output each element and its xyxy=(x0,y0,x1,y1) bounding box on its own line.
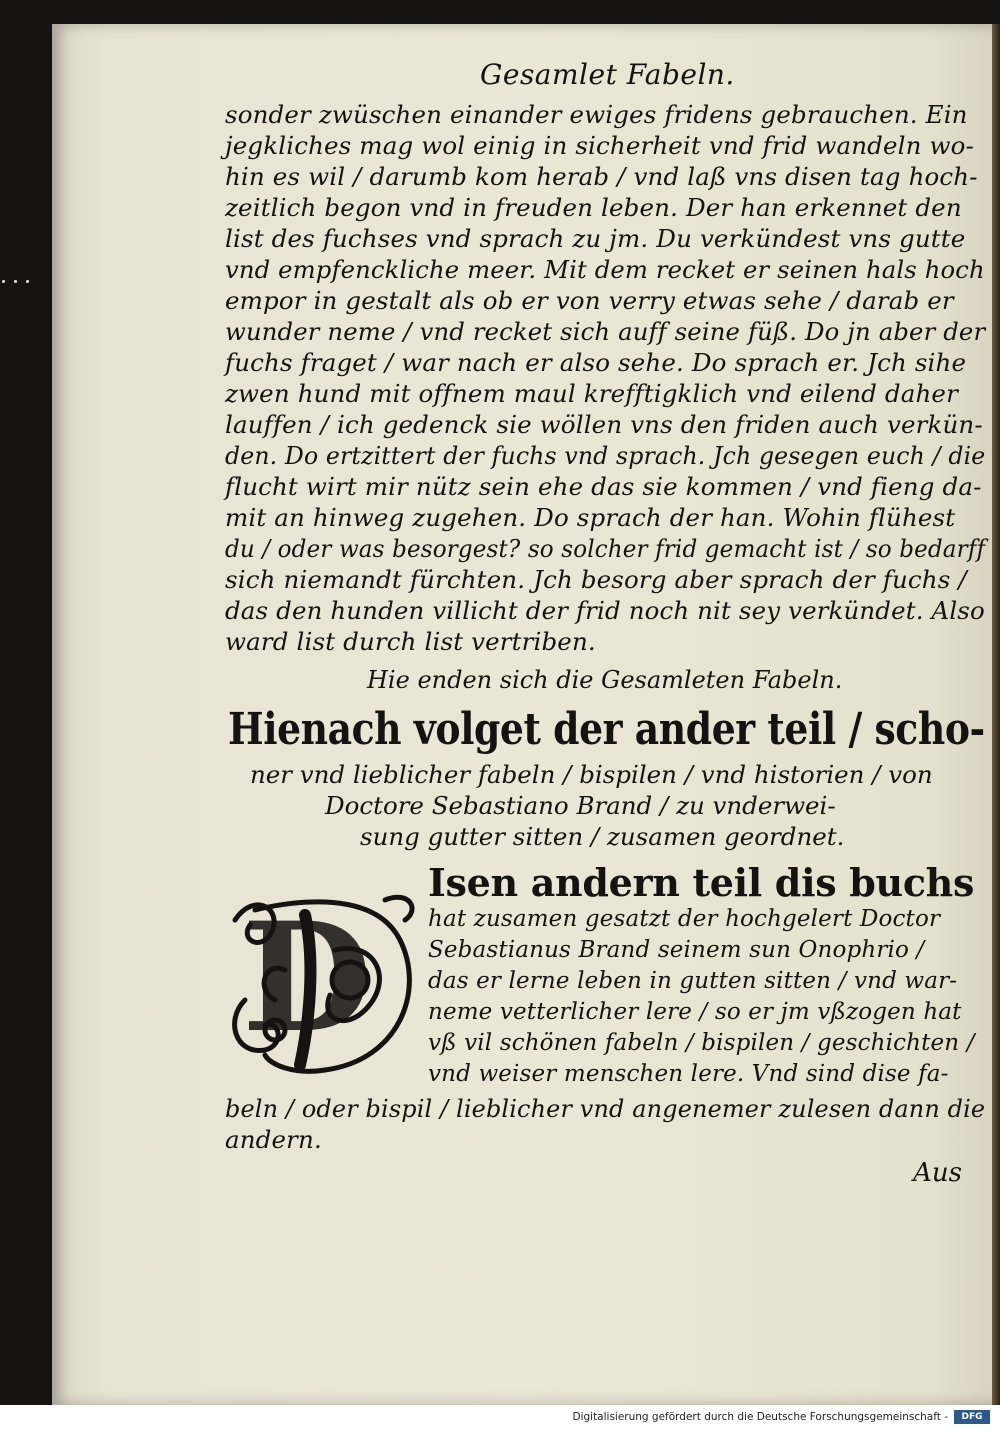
body-line: sonder zwüschen einander ewiges fridens gebrauchen. Ein xyxy=(225,100,968,129)
body-line: zeitlich begon vnd in freuden leben. Der han erkennet den xyxy=(225,193,962,222)
body-line: das den hunden villicht der frid noch nit sey verkündet. Also xyxy=(225,596,985,625)
section-subheading-line: sung gutter sitten / zusamen geordnet. xyxy=(360,822,845,851)
body-line: den. Do ertzittert der fuchs vnd sprach. Jch gesegen euch / die xyxy=(225,441,986,470)
body-line: vnd empfenckliche meer. Mit dem recket er seinen hals hoch xyxy=(225,255,985,284)
running-head: Gesamlet Fabeln. xyxy=(480,58,735,91)
intro-line: andern. xyxy=(225,1125,322,1154)
body-line: sich niemandt fürchten. Jch besorg aber sprach der fuchs / xyxy=(225,565,967,594)
footer-bar xyxy=(0,1405,1000,1430)
initial-letter: D xyxy=(241,890,373,1066)
intro-line: hat zusamen gesatzt der hochgelert Doctor xyxy=(428,906,941,932)
intro-first-line: Isen andern teil dis buchs xyxy=(428,860,975,905)
body-line: list des fuchses vnd sprach zu jm. Du verkündest vns gutte xyxy=(225,224,966,253)
body-line: ward list durch list vertriben. xyxy=(225,627,596,656)
intro-line: beln / oder bispil / lieblicher vnd angenemer zulesen dann die xyxy=(225,1094,986,1123)
decorated-initial-d xyxy=(225,880,425,1080)
body-line: flucht wirt mir nütz sein ehe das sie kommen / vnd fieng da- xyxy=(225,472,982,501)
closing-line: Hie enden sich die Gesamleten Fabeln. xyxy=(367,666,843,694)
body-line: mit an hinweg zugehen. Do sprach der han. Wohin flühest xyxy=(225,503,956,532)
binding-marks xyxy=(2,268,42,274)
section-subheading-line: Doctore Sebastiano Brand / zu vnderwei- xyxy=(325,791,836,820)
body-line: du / oder was besorgest? so solcher frid gemacht ist / so bedarff xyxy=(225,534,986,563)
funding-notice: Digitalisierung gefördert durch die Deutsche Forschungsgemeinschaft - xyxy=(572,1411,948,1423)
intro-line: Sebastianus Brand seinem sun Onophrio / xyxy=(428,937,925,963)
body-line: hin es wil / darumb kom herab / vnd laß vns disen tag hoch- xyxy=(225,162,978,191)
intro-line: neme vetterlicher lere / so er jm vßzogen hat xyxy=(428,999,962,1025)
body-line: empor in gestalt als ob er von verry etwas sehe / darab er xyxy=(225,286,954,315)
intro-line: das er lerne leben in gutten sitten / vnd war- xyxy=(428,968,958,994)
intro-line: vß vil schönen fabeln / bispilen / geschichten / xyxy=(428,1030,975,1056)
section-subheading-line: ner vnd lieblicher fabeln / bispilen / vnd historien / von xyxy=(250,760,933,789)
page-edge xyxy=(992,24,1000,1405)
section-heading: Hienach volget der ander teil / scho- xyxy=(228,704,985,755)
body-line: fuchs fraget / war nach er also sehe. Do sprach er. Jch sihe xyxy=(225,348,967,377)
body-line: wunder neme / vnd recket sich auff seine füß. Do jn aber der xyxy=(225,317,986,346)
body-line: jegkliches mag wol einig in sicherheit vnd frid wandeln wo- xyxy=(225,131,974,160)
dfg-logo[interactable]: DFG xyxy=(954,1410,990,1424)
body-line: zwen hund mit offnem maul krefftigklich vnd eilend daher xyxy=(225,379,958,408)
catchword: Aus xyxy=(913,1158,962,1188)
body-line: lauffen / ich gedenck sie wöllen vns den friden auch verkün- xyxy=(225,410,983,439)
intro-line: vnd weiser menschen lere. Vnd sind dise fa- xyxy=(428,1061,949,1087)
